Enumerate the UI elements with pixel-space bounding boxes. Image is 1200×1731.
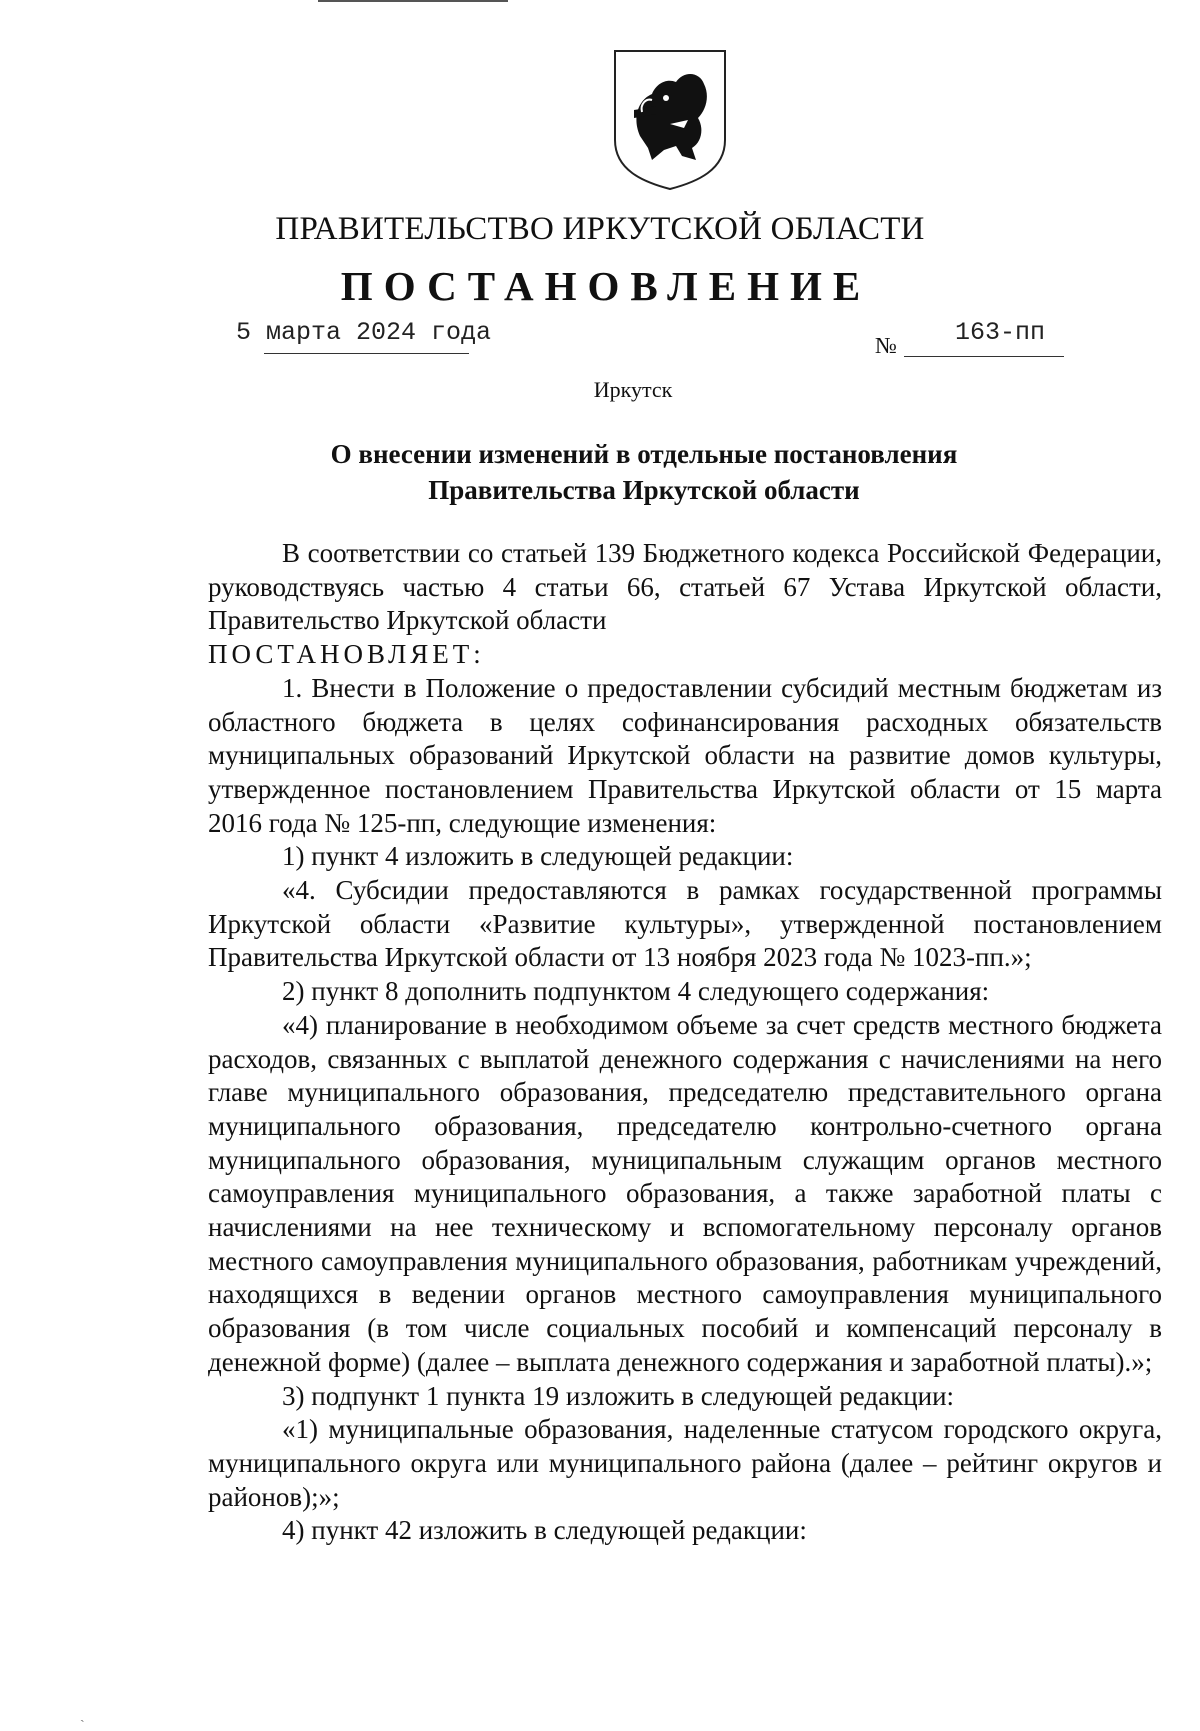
government-name: ПРАВИТЕЛЬСТВО ИРКУТСКОЙ ОБЛАСТИ xyxy=(275,211,925,247)
body-paragraph: «1) муниципальные образования, наделенные статусом городского округа, муниципального округа или муниципального района (далее – рейтинг округов и районов);»; xyxy=(208,1414,1162,1512)
body-paragraph: 2) пункт 8 дополнить подпунктом 4 следующего содержания: xyxy=(282,976,990,1007)
city-name: Иркутск xyxy=(593,377,673,402)
body-paragraph: 4) пункт 42 изложить в следующей редакции: xyxy=(282,1515,807,1546)
document-date: 5 марта 2024 года xyxy=(236,318,492,347)
scan-mark: ˏ xyxy=(80,1708,85,1723)
top-edge-line xyxy=(318,0,508,2)
number-sign: № xyxy=(875,333,897,358)
document-type-title: ПОСТАНОВЛЕНИЕ xyxy=(340,263,872,309)
date-underline xyxy=(264,353,469,354)
decree-word: ПОСТАНОВЛЯЕТ: xyxy=(208,639,485,670)
coat-of-arms-icon xyxy=(612,48,728,192)
document-subject xyxy=(0,436,1200,508)
preamble-paragraph: В соответствии со статьей 139 Бюджетного кодекса Российской Федерации, руководствуясь частью 4 статьи 66, статьей 67 Устава Иркутской области, Правительство Иркутской области xyxy=(208,538,1162,636)
body-paragraph: «4) планирование в необходимом объеме за счет средств местного бюджета расходов, связанных с выплатой денежного содержания с начислениями на него главе муниципального образования, председателю представительного органа муниципального образования, председателю контрольно-счетного органа муниципального образования, муниципальным служащим органов местного самоуправления муниципального образования, а также заработной платы с начислениями на нее техническому и вспомогательному персоналу органов местного самоуправления муниципального образования, работникам учреждений, находящихся в ведении органов местного самоуправления муниципального образования (в том числе социальных пособий и компенсаций персоналу в денежной форме) (далее – выплата денежного содержания и заработной платы).»; xyxy=(208,1009,1162,1377)
body-paragraph: 1. Внести в Положение о предоставлении субсидий местным бюджетам из областного бюджета в целях софинансирования расходных обязательств муниципальных образований Иркутской области на развитие домов культуры, утвержденное постановлением Правительства Иркутской области от 15 марта 2016 года № 125-пп, следующие изменения: xyxy=(208,672,1162,838)
document-body xyxy=(208,537,1162,1548)
subject-line-1: О внесении изменений в отдельные постановления xyxy=(330,439,958,469)
body-paragraph: «4. Субсидии предоставляются в рамках государственной программы Иркутской области «Развитие культуры», утвержденной постановлением Правительства Иркутской области от 13 ноября 2023 года № 1023-пп.»; xyxy=(208,875,1162,973)
document-number: 163-пп xyxy=(955,318,1046,347)
number-underline xyxy=(904,356,1064,357)
body-paragraph: 3) подпункт 1 пункта 19 изложить в следующей редакции: xyxy=(282,1380,955,1411)
subject-line-2: Правительства Иркутской области xyxy=(428,475,860,505)
body-paragraph: 1) пункт 4 изложить в следующей редакции: xyxy=(282,841,794,872)
